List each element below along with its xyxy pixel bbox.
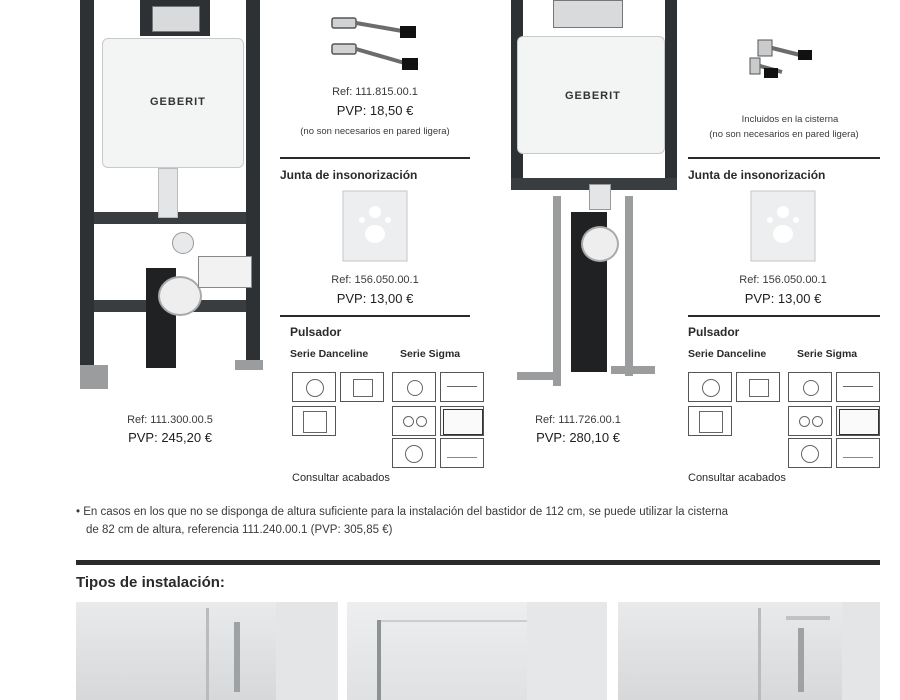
left-divider-2 bbox=[280, 315, 470, 317]
left-pulsador-title: Pulsador bbox=[290, 325, 342, 339]
flush-plate-sigma-3 bbox=[392, 406, 436, 436]
flush-plate-sigma-1 bbox=[392, 372, 436, 402]
flush-plate-rect bbox=[292, 406, 336, 436]
right-fixings-note-1: Incluidos en la cisterna bbox=[741, 114, 839, 125]
flush-plate-sigma-6 bbox=[836, 438, 880, 468]
flush-plate-sigma-2 bbox=[440, 372, 484, 402]
flush-plate-sigma-6 bbox=[440, 438, 484, 468]
right-main-pvp: PVP: 280,10 € bbox=[536, 430, 620, 445]
left-junta-ref: Ref: 156.050.00.1 bbox=[331, 274, 419, 286]
right-serie-danceline: Serie Danceline bbox=[688, 348, 767, 360]
left-junta-title: Junta de insonorización bbox=[280, 168, 418, 182]
right-divider-1 bbox=[688, 157, 880, 159]
right-junta-ref: Ref: 156.050.00.1 bbox=[739, 274, 827, 286]
flush-plate-sigma-5 bbox=[788, 438, 832, 468]
left-serie-danceline: Serie Danceline bbox=[290, 348, 369, 360]
right-junta-image bbox=[750, 190, 816, 262]
left-fixings-ref: Ref: 111.815.00.1 bbox=[332, 86, 418, 98]
install-photo-3 bbox=[618, 602, 880, 700]
flush-plate-sigma-2 bbox=[836, 372, 880, 402]
flush-plate-sigma-4 bbox=[836, 406, 880, 436]
flush-plate-sigma-5 bbox=[392, 438, 436, 468]
install-photo-2 bbox=[347, 602, 607, 700]
flush-plate-round bbox=[688, 372, 732, 402]
install-photo-1 bbox=[76, 602, 338, 700]
left-main-ref: Ref: 111.300.00.5 bbox=[127, 414, 213, 426]
flush-plate-square bbox=[340, 372, 384, 402]
right-junta-title: Junta de insonorización bbox=[688, 168, 826, 182]
left-serie-sigma: Serie Sigma bbox=[400, 348, 461, 360]
right-consult-finishes: Consultar acabados bbox=[688, 472, 786, 484]
left-junta-pvp: PVP: 13,00 € bbox=[336, 291, 414, 306]
right-pulsador-title: Pulsador bbox=[688, 325, 740, 339]
left-divider-1 bbox=[280, 157, 470, 159]
right-fixings-note-2: (no son necesarios en pared ligera) bbox=[709, 129, 859, 140]
flush-plate-sigma-3 bbox=[788, 406, 832, 436]
left-main-pvp: PVP: 245,20 € bbox=[128, 430, 212, 445]
right-frame-image bbox=[505, 0, 680, 390]
install-title: Tipos de instalación: bbox=[76, 574, 225, 591]
footnote bbox=[76, 503, 886, 539]
left-fixings-note: (no son necesarios en pared ligera) bbox=[300, 126, 450, 137]
right-junta-pvp: PVP: 13,00 € bbox=[744, 291, 822, 306]
left-brand-logo: GEBERIT bbox=[150, 96, 206, 108]
flush-plate-round bbox=[292, 372, 336, 402]
left-fixings-image bbox=[328, 8, 428, 78]
right-divider-2 bbox=[688, 315, 880, 317]
right-main-ref: Ref: 111.726.00.1 bbox=[535, 414, 621, 426]
section-divider bbox=[76, 560, 880, 565]
flush-plate-rect bbox=[688, 406, 732, 436]
flush-plate-square bbox=[736, 372, 780, 402]
right-brand-logo: GEBERIT bbox=[565, 90, 621, 102]
left-consult-finishes: Consultar acabados bbox=[292, 472, 390, 484]
footnote-line-1: • En casos en los que no se disponga de altura suficiente para la instalación del bastidor de 112 cm, se puede utilizar la cisterna bbox=[76, 506, 729, 518]
left-frame-image bbox=[60, 0, 270, 400]
right-fixings-image bbox=[742, 34, 822, 84]
right-serie-sigma: Serie Sigma bbox=[797, 348, 858, 360]
flush-plate-sigma-4 bbox=[440, 406, 484, 436]
flush-plate-sigma-1 bbox=[788, 372, 832, 402]
left-junta-image bbox=[342, 190, 408, 262]
footnote-line-2: de 82 cm de altura, referencia 111.240.00.1 (PVP: 305,85 €) bbox=[86, 524, 393, 536]
left-fixings-pvp: PVP: 18,50 € bbox=[336, 103, 414, 118]
